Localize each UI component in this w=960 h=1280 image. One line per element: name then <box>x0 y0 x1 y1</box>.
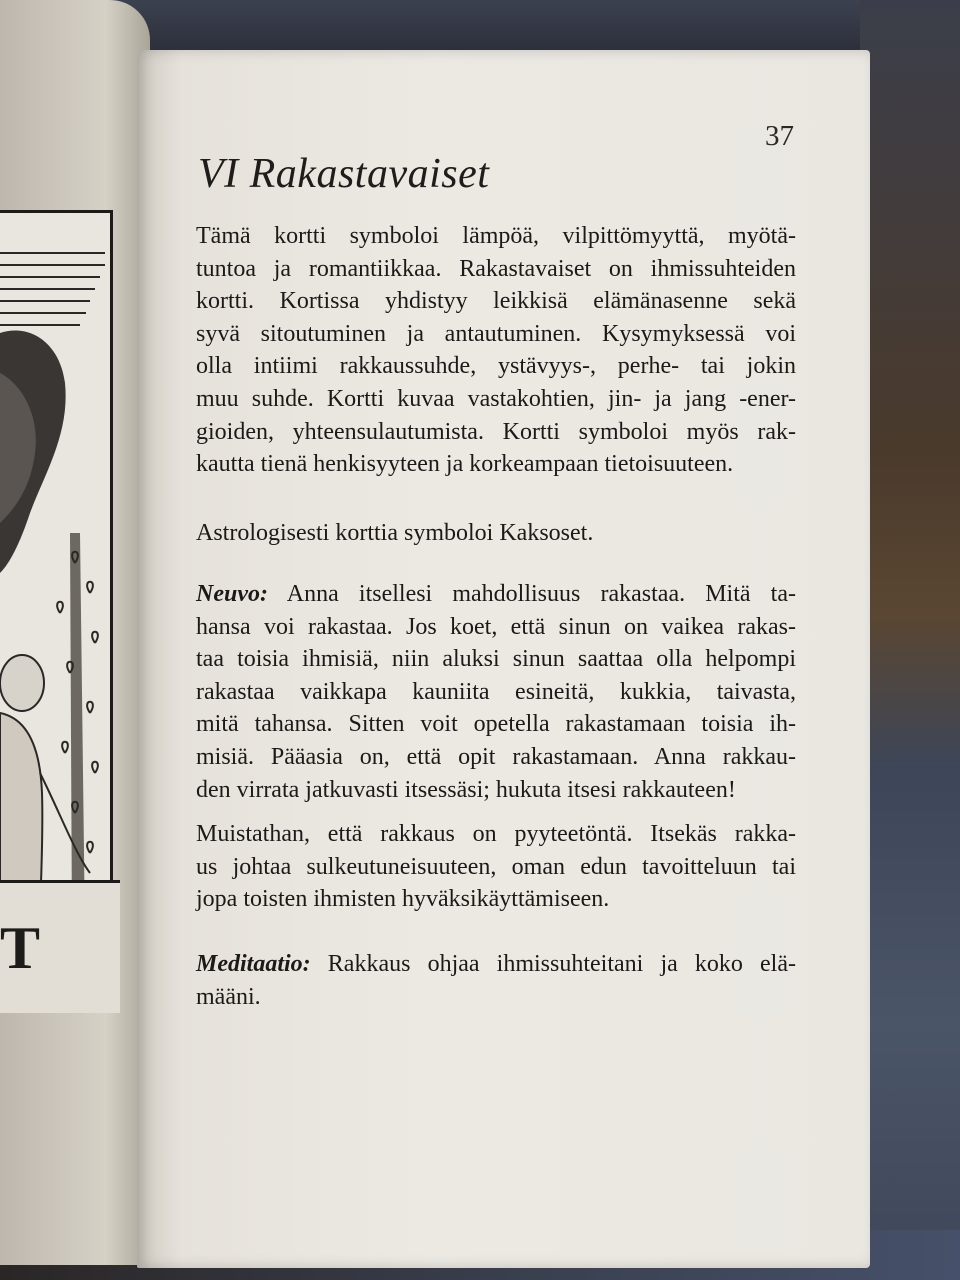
paragraph-intro <box>196 220 796 481</box>
meditation-text: määni. <box>196 983 261 1010</box>
paragraph-reminder <box>196 818 796 916</box>
intro-line <box>196 318 796 351</box>
intro-text: kautta tienä henkisyyteen ja korkeampaan tietoisuuteen. <box>196 451 734 478</box>
reminder-text: Muistathan, että rakkaus on pyyteetöntä. Itsekäs rakka- <box>196 821 796 847</box>
intro-line <box>196 253 796 286</box>
intro-text: Tämä kortti symboloi lämpöä, vilpittömyyttä, myötä- <box>196 223 796 249</box>
advice-line <box>196 676 796 709</box>
reminder-line <box>196 818 796 851</box>
advice-text: mitä tahansa. Sitten voit opetella rakastamaan toisia ih- <box>196 711 796 738</box>
astrology-line: Astrologisesti korttia symboloi Kaksoset. <box>196 520 594 546</box>
page-number: 37 <box>765 120 794 152</box>
advice-line <box>196 741 796 774</box>
meditation-text: Rakkaus ohjaa ihmissuhteitani ja koko elä- <box>310 951 796 977</box>
paragraph-astrology <box>196 517 796 550</box>
advice-term-label: Neuvo: <box>196 581 268 607</box>
intro-text: gioiden, yhteensulautumista. Kortti symboloi myös rak- <box>196 418 796 445</box>
paragraph-meditation <box>196 948 796 1013</box>
advice-text: den virrata jatkuvasti itsessäsi; hukuta itsesi rakkauteen! <box>196 776 736 803</box>
advice-line <box>196 708 796 741</box>
left-page <box>0 0 150 1265</box>
advice-text: misiä. Pääasia on, että opit rakastamaan. Anna rakkau- <box>196 743 796 770</box>
intro-text: tuntoa ja romantiikkaa. Rakastavaiset on ihmissuhteiden <box>196 255 796 282</box>
reminder-line <box>196 883 796 916</box>
intro-text: muu suhde. Kortti kuvaa vastakohtien, jin- ja jang -ener- <box>196 385 796 412</box>
intro-text: syvä sitoutuminen ja antautuminen. Kysymyksessä voi <box>196 320 796 347</box>
advice-line <box>196 643 796 676</box>
intro-line <box>196 350 796 383</box>
intro-text: olla intiimi rakkaussuhde, ystävyys-, perhe- tai jokin <box>196 353 796 380</box>
background-fabric <box>860 0 960 1280</box>
reminder-text: us johtaa sulkeutuneisuuteen, oman edun tavoitteluun tai <box>196 853 796 880</box>
intro-line <box>196 416 796 449</box>
advice-text: Anna itsellesi mahdollisuus rakastaa. Mitä ta- <box>267 581 796 607</box>
intro-text: kortti. Kortissa yhdistyy leikkisä elämänasenne sekä <box>196 288 796 315</box>
advice-text: hansa voi rakastaa. Jos koet, että sinun on vaikea rakas- <box>196 613 796 640</box>
meditation-line <box>196 981 796 1014</box>
intro-line <box>196 448 796 481</box>
paragraph-advice <box>196 578 796 806</box>
advice-text: rakastaa vaikkapa kauniita esineitä, kukkia, taivasta, <box>196 678 796 705</box>
advice-line <box>196 578 796 611</box>
meditation-line <box>196 948 796 981</box>
intro-line <box>196 383 796 416</box>
advice-text: taa toisia ihmisiä, niin aluksi sinun saattaa olla helpompi <box>196 646 796 673</box>
chapter-title: VI Rakastavaiset <box>198 151 490 197</box>
intro-line <box>196 285 796 318</box>
reminder-text: jopa toisten ihmisten hyväksikäyttämiseen. <box>196 886 610 913</box>
reminder-line <box>196 851 796 884</box>
advice-line <box>196 611 796 644</box>
card-title-letter: T <box>0 880 120 1013</box>
advice-line <box>196 774 796 807</box>
meditation-term-label: Meditaatio: <box>196 951 311 977</box>
intro-line <box>196 220 796 253</box>
